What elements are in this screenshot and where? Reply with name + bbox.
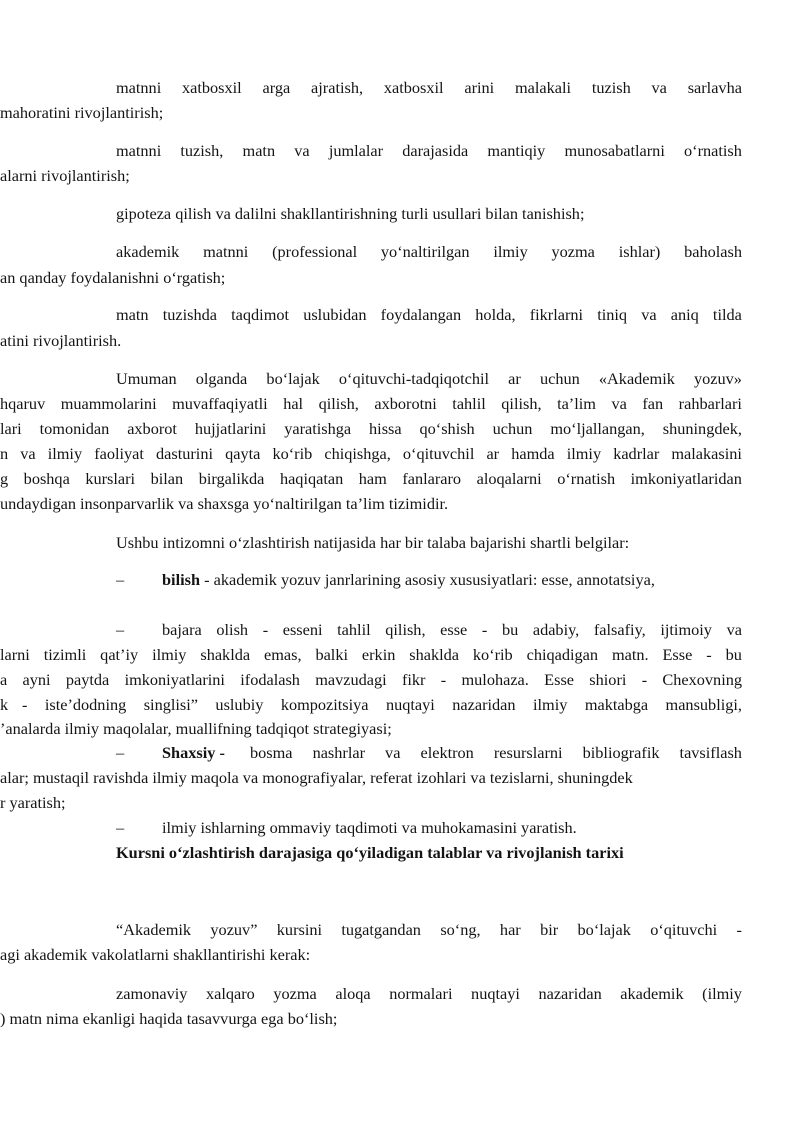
word: n xyxy=(0,444,9,463)
word: singlisi” xyxy=(143,695,198,714)
word: qo‘shish xyxy=(419,419,475,438)
word: va xyxy=(294,141,310,160)
word: sarlavha xyxy=(687,78,742,97)
list-dash: – xyxy=(116,743,125,762)
word: tizimli xyxy=(43,645,87,664)
paragraph-line-prefix: k xyxy=(0,695,9,714)
word: - xyxy=(22,695,28,714)
word: ar xyxy=(486,444,500,463)
word: imkoniyatlarini xyxy=(124,670,225,689)
word: tavsiflash xyxy=(679,743,742,762)
bold-term-text: Shaxsiy - xyxy=(162,743,225,762)
word: va xyxy=(611,394,627,413)
word: muvaffaqiyatli xyxy=(172,394,268,413)
word: ko‘rib xyxy=(472,645,513,664)
word: qayta xyxy=(225,444,261,463)
word: mavzudagi xyxy=(315,670,387,689)
list-dash: – xyxy=(116,620,125,639)
word: shiori xyxy=(589,670,627,689)
word: elektron xyxy=(420,743,474,762)
word: dasturini xyxy=(156,444,213,463)
word: aloqalarni xyxy=(476,469,542,488)
paragraph-line xyxy=(250,743,742,763)
word: va xyxy=(651,78,667,97)
word: ko‘rib xyxy=(272,444,313,463)
word: qat’iy xyxy=(100,645,139,664)
word: - xyxy=(262,620,269,639)
word: (ilmiy xyxy=(702,984,742,1003)
word: axborotni xyxy=(374,394,437,413)
word: darajasida xyxy=(402,141,469,160)
word: shuningdek, xyxy=(662,419,742,438)
word: yozuv” xyxy=(210,920,258,939)
word: birgalikda xyxy=(198,469,265,488)
word: tomonidan xyxy=(39,419,110,438)
word: tiniq xyxy=(597,305,628,324)
word: iste’dodning xyxy=(44,695,127,714)
paragraph-line xyxy=(116,920,742,940)
word: yaratishga xyxy=(284,419,352,438)
paragraph-line: an qanday foydalanishni o‘rgatish; xyxy=(0,268,226,287)
paragraph-line: r yaratish; xyxy=(0,793,66,812)
word: haqiqatan xyxy=(279,469,344,488)
word: hqaruv xyxy=(0,394,46,413)
word: tuzishda xyxy=(162,305,217,324)
word: Esse xyxy=(662,645,693,664)
word: ilmiy xyxy=(566,444,602,463)
word: uchun xyxy=(539,369,580,388)
word: aloqa xyxy=(335,984,371,1003)
word: malakali xyxy=(514,78,572,97)
word: chiqishga, xyxy=(324,444,391,463)
word: ilmiy xyxy=(47,444,83,463)
word: va xyxy=(20,444,36,463)
word: yozma xyxy=(551,242,595,261)
word: nazaridan xyxy=(538,984,602,1003)
word: ishlar) xyxy=(618,242,661,261)
word: nuqtayi xyxy=(471,984,520,1003)
word: erkin xyxy=(361,645,396,664)
word: nuqtayi xyxy=(385,695,435,714)
word: bilan xyxy=(150,469,184,488)
word: adabiy, xyxy=(532,620,580,639)
paragraph-line: alar; mustaqil ravishda ilmiy maqola va monografiyalar, referat izohlari va tezislarni, shuningdek xyxy=(0,768,633,787)
paragraph-line xyxy=(116,141,742,161)
word: o‘rnatish xyxy=(684,141,742,160)
word: maktabga xyxy=(584,695,649,714)
word: nashrlar xyxy=(312,743,365,762)
word: jumlalar xyxy=(328,141,384,160)
word: lari xyxy=(0,419,22,438)
word: yozuv» xyxy=(694,369,742,388)
word: tahlil xyxy=(337,620,371,639)
word: shaklda xyxy=(200,645,251,664)
word: bu xyxy=(501,620,519,639)
word: fikrlarni xyxy=(529,305,584,324)
word: mo‘ljallangan, xyxy=(550,419,645,438)
list-dash: – xyxy=(116,818,125,837)
bold-term: bilish xyxy=(162,570,201,589)
paragraph-line xyxy=(0,394,742,414)
word: uslubidan xyxy=(303,305,367,324)
word: muammolarini xyxy=(60,394,157,413)
word: akademik xyxy=(620,984,684,1003)
word: chiqadigan xyxy=(526,645,599,664)
word: hamda xyxy=(511,444,555,463)
word: mansubligi, xyxy=(665,695,742,714)
word: aniq xyxy=(670,305,699,324)
word: bo‘lajak xyxy=(577,920,631,939)
bold-term xyxy=(162,743,225,763)
paragraph-line xyxy=(116,78,742,98)
word: qilish, xyxy=(318,394,359,413)
word: matn. xyxy=(611,645,649,664)
word: normalari xyxy=(389,984,453,1003)
word: Chexovning xyxy=(662,670,742,689)
paragraph-line xyxy=(0,444,742,464)
word: - xyxy=(736,920,742,939)
word: yo‘naltirilgan xyxy=(380,242,470,261)
word: shaklda xyxy=(409,645,459,664)
paragraph-line: undaydigan insonparvarlik va shaxsga yo‘naltirilgan ta’lim tizimidir. xyxy=(0,494,449,513)
paragraph-line xyxy=(116,369,742,389)
word: ilmiy xyxy=(493,242,528,261)
word: matn xyxy=(116,305,149,324)
word: qilish, xyxy=(501,394,542,413)
word: esse xyxy=(440,620,468,639)
word: zamonaviy xyxy=(116,984,188,1003)
word: mulohaza. xyxy=(461,670,529,689)
list-item xyxy=(162,570,655,590)
word: bir xyxy=(540,920,559,939)
word: bajara xyxy=(162,620,202,639)
word: va xyxy=(641,305,657,324)
word: va xyxy=(385,743,401,762)
word: Umuman xyxy=(116,369,177,388)
word: taqdimot xyxy=(231,305,290,324)
word: ham xyxy=(358,469,387,488)
word: matnni xyxy=(116,141,162,160)
word: qilish, xyxy=(385,620,426,639)
word: boshqa xyxy=(23,469,70,488)
word: holda, xyxy=(475,305,516,324)
paragraph-line xyxy=(116,984,742,1004)
word: a xyxy=(0,670,8,689)
word: o‘qituvchi xyxy=(650,920,718,939)
paragraph-line xyxy=(116,305,742,325)
word: hal xyxy=(283,394,304,413)
paragraph-line: agi akademik vakolatlarni shakllantirishi kerak: xyxy=(0,945,311,964)
word: matnni xyxy=(203,242,249,261)
word: ar xyxy=(508,369,521,388)
word: kompozitsiya xyxy=(280,695,369,714)
word: yozma xyxy=(273,984,317,1003)
word: xatbosxil xyxy=(383,78,444,97)
word: bu xyxy=(725,645,742,664)
word: axborot xyxy=(127,419,177,438)
word: g xyxy=(0,469,9,488)
word: so‘ng, xyxy=(440,920,481,939)
word: xatbosxil xyxy=(182,78,242,97)
paragraph-line xyxy=(0,419,742,439)
paragraph-line xyxy=(0,645,742,665)
word: baholash xyxy=(684,242,742,261)
word: fanlararo xyxy=(402,469,462,488)
word: bibliografik xyxy=(582,743,660,762)
word: resurslarni xyxy=(493,743,563,762)
word: balki xyxy=(315,645,348,664)
word: tahlil xyxy=(452,394,486,413)
list-dash: – xyxy=(116,570,125,589)
paragraph-line: gipoteza qilish va dalilni shakllantirishning turli usullari bilan tanishish; xyxy=(116,204,585,223)
word: rahbarlari xyxy=(678,394,742,413)
word: ta’lim xyxy=(557,394,596,413)
word: emas, xyxy=(264,645,302,664)
word: tuzish, xyxy=(180,141,224,160)
word: hissa xyxy=(369,419,402,438)
word: “Akademik xyxy=(116,920,192,939)
word: tuzish xyxy=(591,78,631,97)
word: imkoniyatlaridan xyxy=(630,469,742,488)
word: ajratish, xyxy=(311,78,364,97)
word: «Akademik xyxy=(598,369,675,388)
paragraph-line: ’analarda ilmiy maqolalar, muallifning tadqiqot strategiyasi; xyxy=(0,719,392,738)
word: bosma xyxy=(250,743,293,762)
word: arga xyxy=(262,78,291,97)
paragraph-line: Ushbu intizomni o‘zlashtirish natijasida har bir talaba bajarishi shartli belgilar: xyxy=(116,533,630,552)
word: uslubiy xyxy=(215,695,264,714)
word: tilda xyxy=(712,305,742,324)
word: olganda xyxy=(195,369,248,388)
word: munosabatlarni xyxy=(564,141,665,160)
paragraph-line: atini rivojlantirish. xyxy=(0,331,122,350)
word: Esse xyxy=(544,670,574,689)
word: arini xyxy=(464,78,495,97)
word: va xyxy=(726,620,742,639)
word: paytda xyxy=(65,670,110,689)
paragraph-line xyxy=(0,670,742,690)
word: foydalangan xyxy=(380,305,462,324)
word: esseni xyxy=(282,620,323,639)
word: ayni xyxy=(22,670,51,689)
word: har xyxy=(499,920,521,939)
paragraph-line: mahoratini rivojlantirish; xyxy=(0,103,164,122)
word: - xyxy=(481,620,488,639)
word: mantiqiy xyxy=(487,141,546,160)
word: ilmiy xyxy=(532,695,568,714)
word: bo‘lajak xyxy=(266,369,320,388)
word: xalqaro xyxy=(206,984,255,1003)
paragraph-line: ) matn nima ekanligi haqida tasavvurga ega bo‘lish; xyxy=(0,1009,338,1028)
paragraph-line xyxy=(116,242,742,262)
word: hujjatlarini xyxy=(194,419,267,438)
word: matn xyxy=(242,141,276,160)
word: uchun xyxy=(492,419,533,438)
word: faoliyat xyxy=(94,444,144,463)
word: o‘qituvchi-tadqiqotchil xyxy=(338,369,490,388)
word: kursini xyxy=(276,920,323,939)
word: olish xyxy=(216,620,249,639)
word: - xyxy=(706,645,712,664)
section-heading: Kursni o‘zlashtirish darajasiga qo‘yiladigan talablar va rivojlanish tarixi xyxy=(116,843,624,862)
word: ijtimoiy xyxy=(660,620,712,639)
word: ilmiy xyxy=(152,645,187,664)
word: - xyxy=(641,670,648,689)
word: nazaridan xyxy=(452,695,516,714)
word: fikr xyxy=(401,670,426,689)
word: fan xyxy=(642,394,664,413)
word: ifodalash xyxy=(240,670,300,689)
paragraph-line xyxy=(0,469,742,489)
word: falsafiy, xyxy=(593,620,646,639)
word: tugatgandan xyxy=(341,920,421,939)
paragraph-line xyxy=(162,620,742,640)
paragraph-line xyxy=(22,695,742,715)
word: matnni xyxy=(116,78,162,97)
word: o‘qituvchil xyxy=(402,444,475,463)
paragraph-line: alarni rivojlantirish; xyxy=(0,166,130,185)
word: - xyxy=(440,670,447,689)
word: (professional xyxy=(272,242,358,261)
list-item-text: ilmiy ishlarning ommaviy taqdimoti va muhokamasini yaratish. xyxy=(162,818,577,837)
word: o‘rnatish xyxy=(557,469,616,488)
word: akademik xyxy=(116,242,180,261)
word: kurslari xyxy=(85,469,136,488)
list-item-text: - akademik yozuv janrlarining asosiy xususiyatlari: esse, annotatsiya, xyxy=(204,570,655,589)
word: larni xyxy=(0,645,30,664)
word: malakasini xyxy=(671,444,742,463)
word: kadrlar xyxy=(613,444,660,463)
